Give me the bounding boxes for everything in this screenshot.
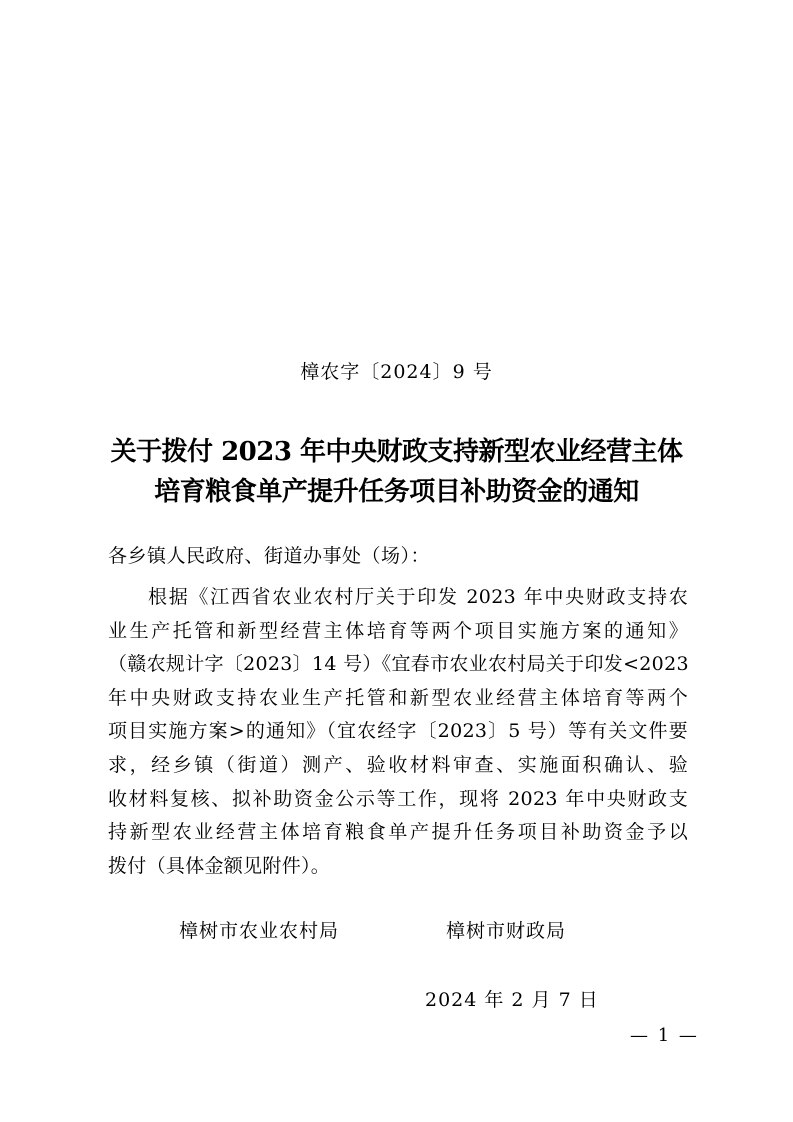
issue-date: 2024 年 2 月 7 日 xyxy=(425,989,599,1011)
title-line-2: 培育粮食单产提升任务项目补助资金的通知 xyxy=(154,477,639,507)
body-line: 持新型农业经营主体培育粮食单产提升任务项目补助资金予以 xyxy=(108,821,688,844)
page-number: — 1 — xyxy=(630,1025,699,1046)
signatory-agriculture-bureau: 樟树市农业农村局 xyxy=(179,920,340,942)
body-paragraph xyxy=(108,581,688,883)
signatory-finance-bureau: 樟树市财政局 xyxy=(446,920,567,942)
body-line: 年中央财政支持农业生产托管和新型农业经营主体培育等两个 xyxy=(108,686,688,709)
body-line: 项目实施方案>的通知》（宜农经字〔2023〕5 号）等有关文件要 xyxy=(108,720,688,743)
document-number: 樟农字〔2024〕9 号 xyxy=(300,361,493,383)
body-line: 收材料复核、拟补助资金公示等工作，现将 2023 年中央财政支 xyxy=(108,787,688,810)
document-title xyxy=(96,432,697,512)
body-line: 拨付（具体金额见附件）。 xyxy=(108,854,331,877)
addressee: 各乡镇人民政府、街道办事处（场）： xyxy=(108,545,431,567)
body-line: 根据《江西省农业农村厅关于印发 2023 年中央财政支持农 xyxy=(148,586,688,608)
body-line: 业生产托管和新型经营主体培育等两个项目实施方案的通知》 xyxy=(108,619,688,642)
title-line-1: 关于拨付 2023 年中央财政支持新型农业经营主体 xyxy=(110,437,683,467)
body-line: （赣农规计字〔2023〕14 号）《宜春市农业农村局关于印发<2023 xyxy=(108,653,689,676)
body-line: 求，经乡镇（街道）测产、验收材料审查、实施面积确认、验 xyxy=(108,753,688,776)
